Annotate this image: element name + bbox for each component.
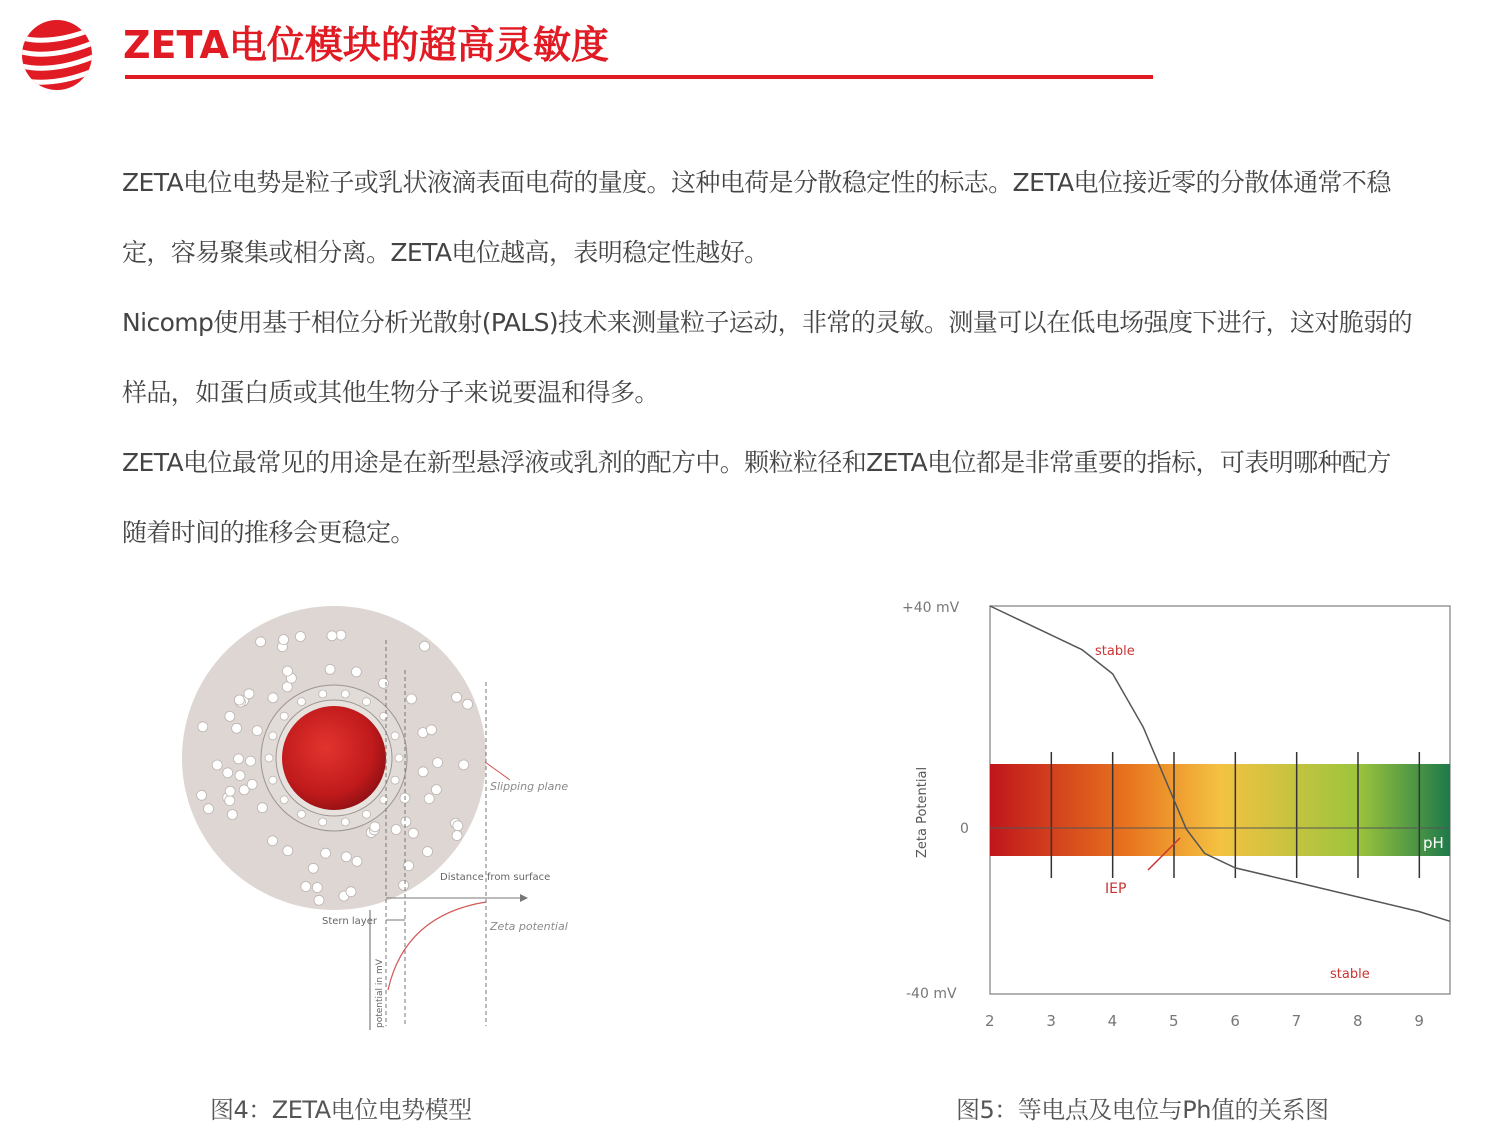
- distance-label: Distance from surface: [440, 872, 551, 883]
- ion-dot: [463, 699, 473, 709]
- ytick-top: +40 mV: [902, 600, 960, 616]
- ion-dot: [346, 887, 356, 897]
- page-title: ZETA电位模块的超高灵敏度: [123, 23, 609, 67]
- ph-gradient-band: [990, 764, 1450, 856]
- x-tick-labels: [985, 1012, 1424, 1030]
- ion-dot: [327, 631, 337, 641]
- ion-dot: [212, 760, 222, 770]
- ion-dot: [314, 895, 324, 905]
- ion-dot: [433, 758, 443, 768]
- zeta-ph-chart: [890, 588, 1470, 1038]
- x-tick-label: 5: [1169, 1012, 1179, 1030]
- ion-dot: [391, 776, 399, 784]
- ion-dot: [235, 771, 245, 781]
- ytick-zero: 0: [960, 821, 969, 837]
- ion-dot: [279, 635, 289, 645]
- ion-dot: [325, 664, 335, 674]
- paragraph-3: ZETA电位最常见的用途是在新型悬浮液或乳剂的配方中。颗粒粒径和ZETA电位都是非常重要的指标，可表明哪种配方随着时间的推移会更稳定。: [122, 448, 1391, 547]
- ion-dot: [225, 796, 235, 806]
- ion-dot: [352, 856, 362, 866]
- ion-dot: [420, 641, 430, 651]
- ytick-bottom: -40 mV: [906, 986, 957, 1002]
- page-header: [0, 0, 1499, 100]
- figure4-caption: 图4：ZETA电位电势模型: [210, 1096, 472, 1124]
- x-tick-label: 6: [1230, 1012, 1240, 1030]
- ion-dot: [341, 852, 351, 862]
- ion-dot: [308, 863, 318, 873]
- ion-dot: [234, 754, 244, 764]
- ion-dot: [418, 767, 428, 777]
- x-tick-label: 7: [1291, 1012, 1302, 1030]
- ion-dot: [280, 712, 288, 720]
- x-tick-label: 8: [1353, 1012, 1363, 1030]
- ion-dot: [225, 786, 235, 796]
- ion-dot: [232, 723, 242, 733]
- x-tick-label: 4: [1107, 1012, 1118, 1030]
- ion-dot: [424, 794, 434, 804]
- title-underline: [125, 75, 1153, 79]
- ion-dot: [234, 695, 244, 705]
- ion-dot: [321, 848, 331, 858]
- ion-dot: [225, 711, 235, 721]
- ion-dot: [268, 836, 278, 846]
- ion-dot: [391, 732, 399, 740]
- ion-dot: [341, 818, 349, 826]
- x-tick-label: 2: [985, 1012, 995, 1030]
- stable-bottom-label: stable: [1330, 967, 1370, 982]
- article-body: [122, 148, 1412, 568]
- ion-dot: [223, 768, 233, 778]
- ph-label: pH: [1423, 834, 1444, 852]
- ion-dot: [197, 790, 207, 800]
- ion-dot: [459, 760, 469, 770]
- ion-dot: [265, 754, 273, 762]
- ion-dot: [244, 689, 254, 699]
- ion-dot: [280, 796, 288, 804]
- ion-dot: [257, 803, 267, 813]
- ion-dot: [336, 630, 346, 640]
- ion-dot: [227, 810, 237, 820]
- ion-dot: [351, 667, 361, 677]
- ion-dot: [198, 722, 208, 732]
- x-tick-label: 9: [1414, 1012, 1424, 1030]
- ion-dot: [341, 690, 349, 698]
- y-axis-label: Zeta Potential: [915, 766, 930, 858]
- ion-dot: [426, 725, 436, 735]
- ion-dot: [204, 804, 214, 814]
- zeta-model-diagram: [150, 570, 600, 1040]
- ion-dot: [391, 825, 401, 835]
- ion-dot: [247, 779, 257, 789]
- ion-dot: [380, 796, 388, 804]
- ion-dot: [246, 756, 256, 766]
- ion-dot: [453, 821, 463, 831]
- ion-dot: [401, 817, 411, 827]
- stern-layer-label: Stern layer: [322, 916, 377, 927]
- x-tick-label: 3: [1046, 1012, 1056, 1030]
- ion-dot: [379, 678, 389, 688]
- ion-dot: [319, 818, 327, 826]
- potential-axis-label: potential in mV: [375, 959, 385, 1028]
- iep-label: IEP: [1105, 881, 1127, 897]
- ion-dot: [408, 828, 418, 838]
- ion-dot: [283, 846, 293, 856]
- paragraph-2: Nicomp使用基于相位分析光散射(PALS)技术来测量粒子运动，非常的灵敏。测量可以在低电场强度下进行，这对脆弱的样品，如蛋白质或其他生物分子来说要温和得多。: [122, 308, 1412, 407]
- potential-curve: [388, 902, 486, 990]
- ion-dot: [301, 882, 311, 892]
- ion-dot: [252, 726, 262, 736]
- red-striped-globe-icon: [20, 18, 94, 92]
- ion-dot: [407, 694, 417, 704]
- ion-dot: [363, 810, 371, 818]
- slipping-plane-label: Slipping plane: [490, 780, 569, 793]
- ion-dot: [269, 776, 277, 784]
- particle-core: [282, 706, 386, 810]
- ion-dot: [268, 693, 278, 703]
- ion-dot: [256, 637, 266, 647]
- stable-top-label: stable: [1095, 644, 1135, 659]
- ion-dot: [452, 831, 462, 841]
- ion-dot: [319, 690, 327, 698]
- ion-dot: [370, 822, 380, 832]
- ion-dot: [269, 732, 277, 740]
- ion-dot: [283, 666, 293, 676]
- ion-dot: [312, 883, 322, 893]
- ion-dot: [363, 698, 371, 706]
- ion-dot: [399, 880, 409, 890]
- ion-dot: [395, 754, 403, 762]
- ion-dot: [380, 712, 388, 720]
- ion-dot: [431, 785, 441, 795]
- ion-dot: [452, 692, 462, 702]
- ion-dot: [423, 847, 433, 857]
- figure5-caption: 图5：等电点及电位与Ph值的关系图: [956, 1096, 1329, 1124]
- ion-dot: [298, 698, 306, 706]
- ion-dot: [298, 810, 306, 818]
- paragraph-1: ZETA电位电势是粒子或乳状液滴表面电荷的量度。这种电荷是分散稳定性的标志。ZETA电位接近零的分散体通常不稳定，容易聚集或相分离。ZETA电位越高，表明稳定性越好。: [122, 168, 1391, 267]
- ion-dot: [295, 632, 305, 642]
- zeta-potential-label: Zeta potential: [490, 920, 568, 933]
